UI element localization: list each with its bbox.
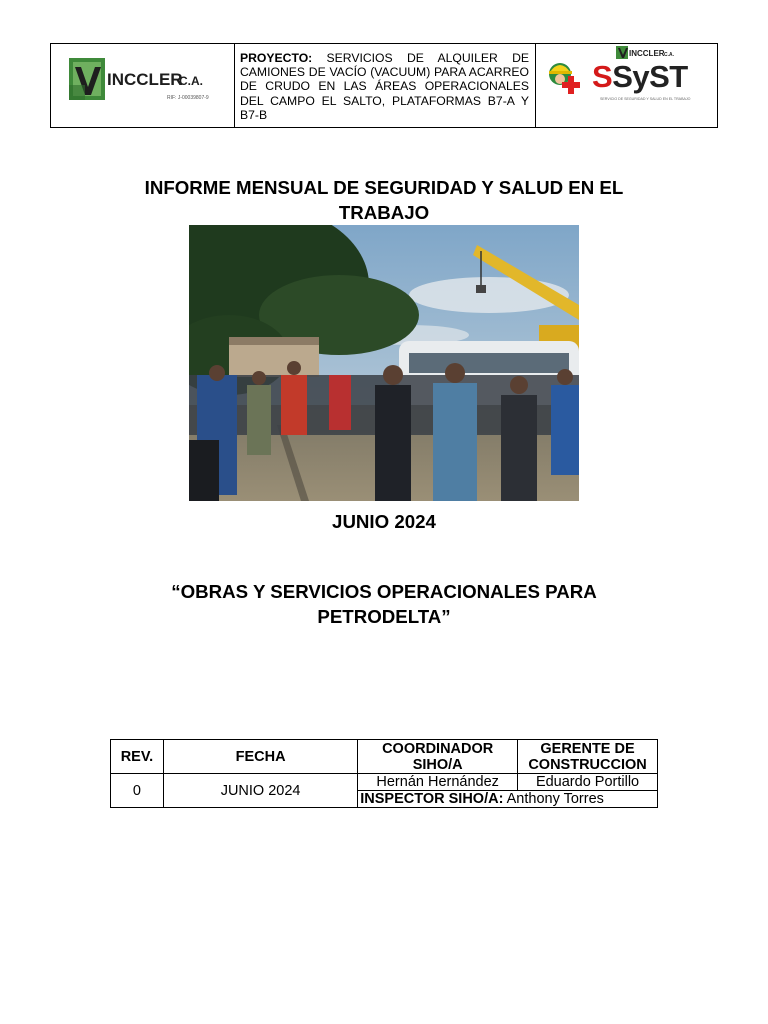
coordinador-header: COORDINADOR SIHO/A [358, 740, 518, 774]
inspector-cell [358, 791, 658, 808]
rev-header: REV. [111, 740, 164, 774]
project-description [235, 44, 536, 127]
gerente-header: GERENTE DE CONSTRUCCION [518, 740, 658, 774]
ssyst-logo-cell [536, 44, 717, 127]
fecha-value: JUNIO 2024 [163, 774, 357, 808]
report-slogan: “OBRAS Y SERVICIOS OPERACIONALES PARA PETRODELTA” [171, 581, 597, 627]
vinccler-logo [67, 55, 217, 105]
inspector-label: INSPECTOR SIHO/A: [360, 791, 504, 807]
gerente-value: Eduardo Portillo [518, 774, 658, 791]
svg-text:C.A.: C.A. [664, 52, 674, 58]
report-title: INFORME MENSUAL DE SEGURIDAD Y SALUD EN EL TRABAJO [144, 177, 624, 223]
report-month: JUNIO 2024 [332, 511, 436, 532]
project-label: PROYECTO: [240, 51, 313, 65]
svg-text:C.A.: C.A. [179, 74, 203, 88]
cover-photo [189, 225, 579, 501]
revision-header-row [111, 740, 658, 774]
ssyst-subtitle: SERVICIO DE SEGURIDAD Y SALUD EN EL TRABAJO [600, 97, 691, 101]
fecha-header: FECHA [163, 740, 357, 774]
ssyst-logo [546, 44, 716, 128]
svg-text:INCCLER: INCCLER [107, 70, 183, 89]
revision-table [110, 739, 658, 808]
project-text: SERVICIOS DE ALQUILER DE CAMIONES DE VACÍO (VACUUM) PARA ACARREO DE CRUDO EN LAS ÁREAS OPERACIONALES DEL CAMPO EL SALTO, PLATAFORMAS B7-A Y B7-B [240, 51, 529, 122]
rev-value: 0 [111, 774, 164, 808]
coordinador-value: Hernán Hernández [358, 774, 518, 791]
svg-text:INCCLER: INCCLER [629, 49, 665, 58]
safety-worker-icon [546, 58, 592, 102]
inspector-value: Anthony Torres [503, 791, 604, 807]
document-header [50, 43, 718, 128]
company-logo-cell [51, 44, 235, 127]
ssyst-wordmark: SSyST [592, 59, 688, 94]
company-rif: RIF: J-00039807-9 [167, 95, 209, 101]
revision-data-row [111, 774, 658, 791]
